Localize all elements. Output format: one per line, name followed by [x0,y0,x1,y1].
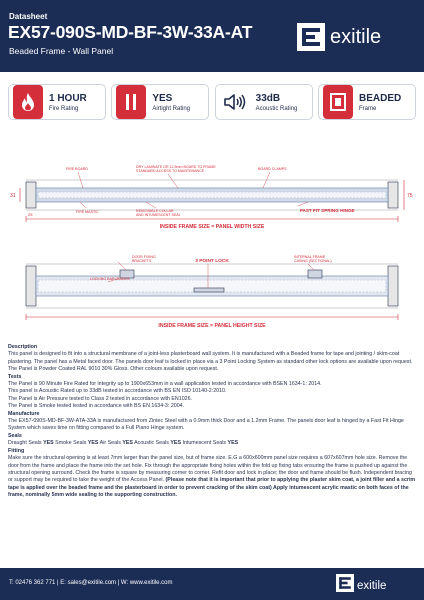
seal-value: YES [43,440,54,447]
footer-brand: exitile [357,579,387,592]
label-hinge: FAST FIT SPRING HINGE [300,208,355,213]
seal-value: YES [170,440,181,447]
technical-drawing [8,150,416,340]
feature-label: Fire Rating [49,105,79,112]
feature-airtight-rating [111,84,209,120]
heading-seals: Seals [8,432,22,439]
seal-name: Intumescent Seals [182,440,227,447]
paragraph-description: This panel is designed to fit into a structural membrane of a joint-less plasterboard wall system. It is manufactured with a Beaded frame for tape and jointing / skim-coat plastering. The panel has a Metal faced door. The panels door leaf is locked in place via a 3 Point Locking System as standard other lock options are available upon request. The Panel is Powder Coated RAL 9010 30% Gloss. Other colours available upon request. [8,351,413,373]
seal-name: Air Seals [99,440,121,447]
paragraph-fitting [8,455,416,499]
seals-list [8,440,416,447]
seal-name: Smoke Seals [55,440,87,447]
product-subtitle: Beaded Frame - Wall Panel [9,46,114,56]
footer-bar [0,568,424,600]
label-bracket: DOOR FIXING [132,255,156,259]
brand-name: exitile [330,25,382,48]
label-laminate: DRY LAMINATE OR 12.5mm BOARD TO FRAME [136,165,216,169]
label-fire-mastic: FIRE MASTIC [76,210,99,214]
label-ironmongery-2: AND INTUMESCENT SEAL [136,213,181,217]
feature-fire-rating [8,84,106,120]
label-fire-board: FIRE BOARD [66,167,88,171]
seal-value: YES [87,440,99,447]
feature-acoustic-rating [215,84,313,120]
paragraph-test-acoustic: This panel is Acoustic Rated up to 33dB tested in accordance with BS EN ISO 10140-2:2010. [8,388,227,395]
feature-frame-type [318,84,416,120]
bars-icon [116,85,146,119]
label-lock: 3 POINT LOCK [195,259,229,264]
speaker-icon [220,85,250,119]
fitting-text: Make sure the structural opening is at least 7mm larger than the panel size, but of frame size. E.G a 600x600mm panel size requires a 607x607mm hole size. Remove the door from the frame and place the frame into the set hole. Fix through the appropriate fixing holes within the fold up fixing tabs ensuring the frame is pushed up against the structural opening surround. Check the frame is square by measuring corner to corner. Refit door and lock in place; the door and frame should be flush. Independent bracing or support may be required to take the weight of the Access Panel. [8,455,412,484]
label-panel-height: INSIDE FRAME SIZE = PANEL HEIGHT SIZE [158,323,266,329]
paragraph-manufacture: The EX57-090S-MD-BF-3W-ATA-33A is manufactured from Zintec Steel with a 0.9mm thick Door and a 1.2mm Frame. The panels door leaf is hinged by a Fast Fit Hinge System which saves time on fitting compared to a Full Piano Hinge system. [8,418,404,432]
exitile-logo-icon [297,23,325,51]
footer-logo [336,574,386,597]
heading-description: Description [8,344,38,350]
width-section [20,172,404,222]
heading-tests: Tests [8,373,22,380]
height-section [26,262,398,320]
feature-badges [8,84,416,120]
heading-manufacture: Manufacture [8,410,40,417]
paragraph-test-fire: The Panel is 90 Minute Fire Rated for integrity up to 1900x653mm in a wall application tested in accordance with BSEN 1634-1: 2014. [8,381,322,388]
seal-name: Acoustic Seals [134,440,169,447]
label-laminate-2: STANDARD ACCESS TO MAINTENANCE [136,169,205,173]
feature-value: 1 HOUR [49,92,87,104]
feature-value: BEADED [358,92,402,104]
label-dim-left: 31 [10,193,16,199]
feature-value: YES [152,92,173,104]
footer-contact: T: 02476 362 771 | E: sales@exitile.com | W: www.exitile.com [9,580,173,586]
seal-name: Draught Seals [8,440,42,447]
description-section [8,344,416,500]
fitting-note: (Please note that it is important that prior to applying the plaster skim coat, a joint filler and a scrim tape is applied over the beaded frame and the plasterboard in order to prevent cracking of the skim coat) Apply intumescent acrylic mastic on both faces of the frame, nominally 5mm wide sealing to the supporting construction. [8,477,416,499]
feature-label: Acoustic Rating [255,105,298,112]
feature-label: Airtight Rating [152,105,191,112]
label-bracket-2: BRACKETS [132,259,152,263]
paragraph-test-smoke: The Panel is Smoke tested tested in accordance with BS EN 1634-3: 2004. [8,403,185,410]
seal-value: YES [227,440,239,447]
heading-fitting: Fitting [8,447,25,454]
product-code-title: EX57-090S-MD-BF-3W-33A-AT [8,22,253,42]
flame-icon [13,85,43,119]
label-ironmongery: REMOVABLE COLLAR [136,209,174,213]
paragraph-test-air: The Panel is Air Pressure tested to Class 2 tested in accordance with EN1026. [8,395,193,402]
feature-value: 33dB [255,92,281,104]
brand-logo [297,20,381,54]
datasheet-kicker: Datasheet [9,12,48,21]
label-intumescent: INTERNAL FRAME [294,255,326,259]
feature-label: Frame [358,105,377,112]
label-dim-right: 75 [407,193,413,199]
label-dim-small: 25 [28,212,33,217]
header-bar [0,0,424,72]
label-intumescent-2: CASING (SECTIONAL) [294,259,332,263]
exitile-logo-icon [336,574,354,597]
seal-value: YES [122,440,133,447]
label-panel-width: INSIDE FRAME SIZE = PANEL WIDTH SIZE [159,224,265,230]
frame-icon [323,85,353,119]
label-board-clamps: BOARD CLAMPS [258,167,287,171]
label-locking-bars: LOCKING BAR GUIDES [90,277,130,281]
